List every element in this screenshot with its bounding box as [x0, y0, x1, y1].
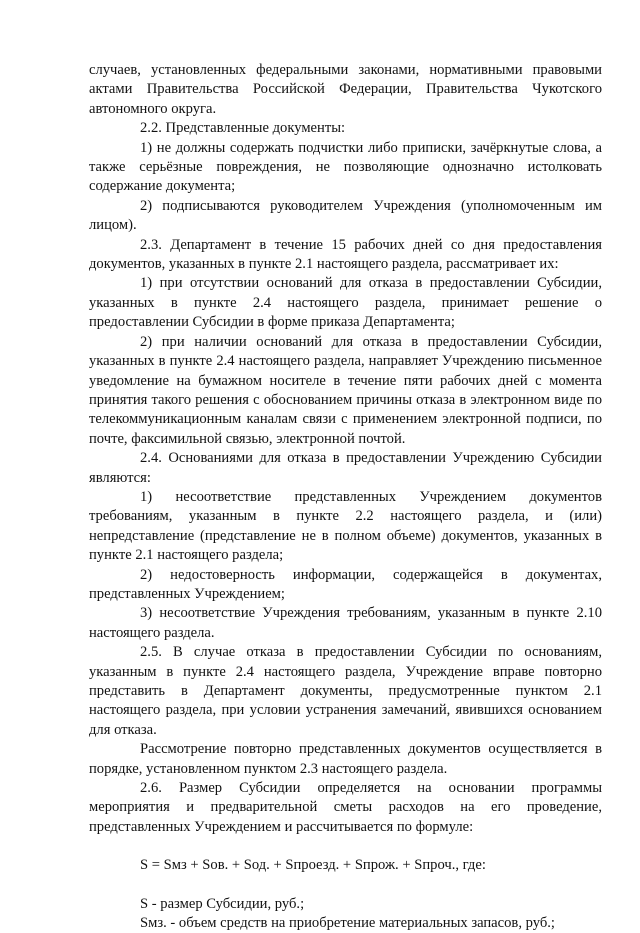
- paragraph-2-4-item-1: 1) несоответствие представленных Учреждением документов требованиям, указанным в пункте 2.2 настоящего раздела, и (или) непредставление (представление не в полном объеме) документов, указанных в пункте 2.1 настоящего раздела;: [89, 488, 602, 564]
- paragraph-2-5: 2.5. В случае отказа в предоставлении Субсидии по основаниям, указанным в пункте 2.4 настоящего раздела, Учреждение вправе повторно представить в Департамент документы, предусмотренные пунктом 2.1 настоящего раздела, при условии устранения замечаний, явившихся основанием для отказа.: [89, 644, 602, 738]
- spacer: [89, 876, 602, 895]
- paragraph-2-2-item-2: 2) подписываются руководителем Учреждения (уполномоченным им лицом).: [89, 197, 602, 234]
- paragraph-continuation: случаев, установленных федеральными законами, нормативными правовыми актами Правительства Российской Федерации, Правительства Чукотского автономного округа.: [89, 62, 602, 117]
- paragraph-2-3: 2.3. Департамент в течение 15 рабочих дней со дня предоставления документов, указанных в пункте 2.1 настоящего раздела, рассматривает их:: [89, 236, 602, 273]
- subsidy-formula: S = Sмз + Sов. + Sод. + Sпроезд. + Sпрож. + Sпроч., где:: [140, 857, 486, 874]
- paragraph-2-2: 2.2. Представленные документы:: [140, 120, 346, 137]
- definition-s: S - размер Субсидии, руб.;: [140, 895, 305, 912]
- definition-smz: Sмз. - объем средств на приобретение материальных запасов, руб.;: [140, 915, 555, 932]
- paragraph-2-2-item-1: 1) не должны содержать подчистки либо приписки, зачёркнутые слова, а также серьёзные повреждения, не позволяющие однозначно истолковать содержание документа;: [89, 139, 602, 195]
- paragraph-2-3-item-1: 1) при отсутствии оснований для отказа в предоставлении Субсидии, указанных в пункте 2.4 настоящего раздела, принимает решение о предоставлении Субсидии в форме приказа Департамента;: [89, 275, 602, 331]
- paragraph-2-3-item-2: 2) при наличии оснований для отказа в предоставлении Субсидии, указанных в пункте 2.4 настоящего раздела, направляет Учреждению письменное уведомление на бумажном носителе в течение пяти рабочих дней с момента принятия такого решения с обоснованием причины отказа в электронном виде по телекоммуникационным каналам связи с применением электронной подписи, по почте, факсимильной связью, электронной почтой.: [89, 333, 602, 447]
- paragraph-2-5-resubmission: Рассмотрение повторно представленных документов осуществляется в порядке, установленном пунктом 2.3 настоящего раздела.: [89, 741, 602, 777]
- paragraph-2-4-item-3: 3) несоответствие Учреждения требованиям, указанным в пункте 2.10 настоящего раздела.: [89, 605, 602, 641]
- paragraph-2-6: 2.6. Размер Субсидии определяется на основании программы мероприятия и предварительной сметы расходов на его проведение, представленных Учреждением и рассчитывается по формуле:: [89, 780, 602, 835]
- paragraph-2-4-item-2: 2) недостоверность информации, содержащейся в документах, представленных Учреждением;: [89, 566, 602, 602]
- spacer: [89, 837, 602, 856]
- paragraph-2-4: 2.4. Основаниями для отказа в предоставлении Учреждению Субсидии являются:: [89, 450, 602, 486]
- document-page: [89, 61, 602, 933]
